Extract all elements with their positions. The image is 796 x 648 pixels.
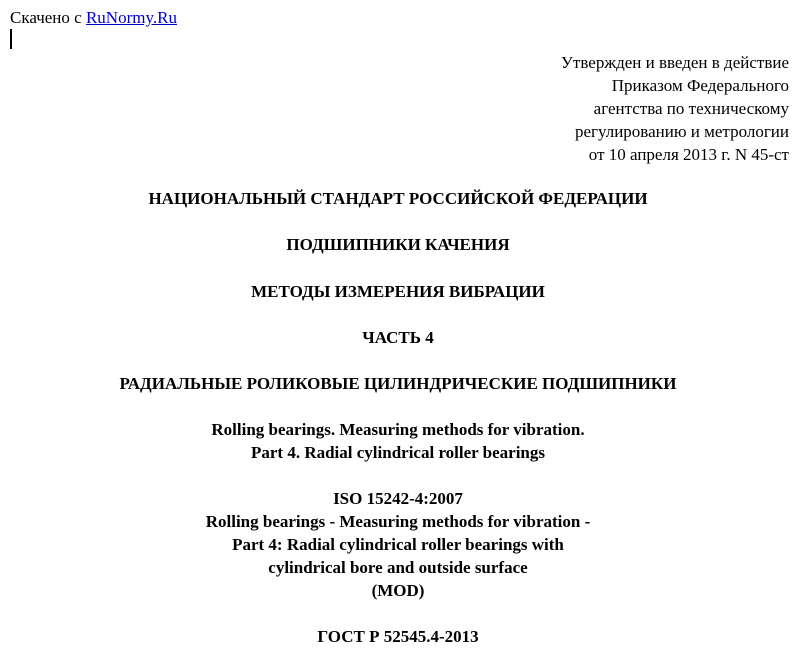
iso-title-line: Part 4: Radial cylindrical roller bearings with bbox=[232, 535, 564, 554]
text-cursor bbox=[10, 29, 12, 49]
source-prefix: Скачено с bbox=[10, 8, 86, 27]
approval-line: Приказом Федерального bbox=[611, 76, 789, 95]
national-standard-heading bbox=[0, 187, 796, 210]
part-heading bbox=[0, 326, 796, 349]
subject-text: ПОДШИПНИКИ КАЧЕНИЯ bbox=[286, 235, 510, 254]
part-title-text: РАДИАЛЬНЫЕ РОЛИКОВЫЕ ЦИЛИНДРИЧЕСКИЕ ПОДШИПНИКИ bbox=[119, 374, 677, 393]
source-line bbox=[10, 6, 177, 29]
approval-line: от 10 апреля 2013 г. N 45-ст bbox=[588, 145, 789, 164]
approval-line: Утвержден и введен в действие bbox=[560, 53, 789, 72]
english-title-line: Part 4. Radial cylindrical roller bearings bbox=[250, 443, 545, 462]
approval-line: регулированию и метрологии bbox=[574, 122, 789, 141]
subject-heading bbox=[0, 233, 796, 256]
source-link[interactable]: RuNormy.Ru bbox=[85, 8, 177, 27]
english-title-line: Rolling bearings. Measuring methods for vibration. bbox=[211, 420, 585, 439]
iso-title-line: cylindrical bore and outside surface bbox=[268, 558, 528, 577]
part-title-heading bbox=[0, 372, 796, 395]
iso-block bbox=[0, 487, 796, 602]
methods-heading bbox=[0, 280, 796, 303]
gost-heading bbox=[0, 625, 796, 648]
approval-block bbox=[561, 51, 789, 166]
national-standard-text: НАЦИОНАЛЬНЫЙ СТАНДАРТ РОССИЙСКОЙ ФЕДЕРАЦИИ bbox=[148, 189, 648, 208]
iso-code: ISO 15242-4:2007 bbox=[333, 489, 463, 508]
approval-line: агентства по техническому bbox=[593, 99, 789, 118]
iso-title-line: Rolling bearings - Measuring methods for vibration - bbox=[205, 512, 591, 531]
part-text: ЧАСТЬ 4 bbox=[362, 328, 434, 347]
gost-code: ГОСТ Р 52545.4-2013 bbox=[317, 627, 479, 646]
iso-mod: (MOD) bbox=[371, 581, 425, 600]
methods-text: МЕТОДЫ ИЗМЕРЕНИЯ ВИБРАЦИИ bbox=[251, 282, 545, 301]
english-title bbox=[0, 418, 796, 464]
